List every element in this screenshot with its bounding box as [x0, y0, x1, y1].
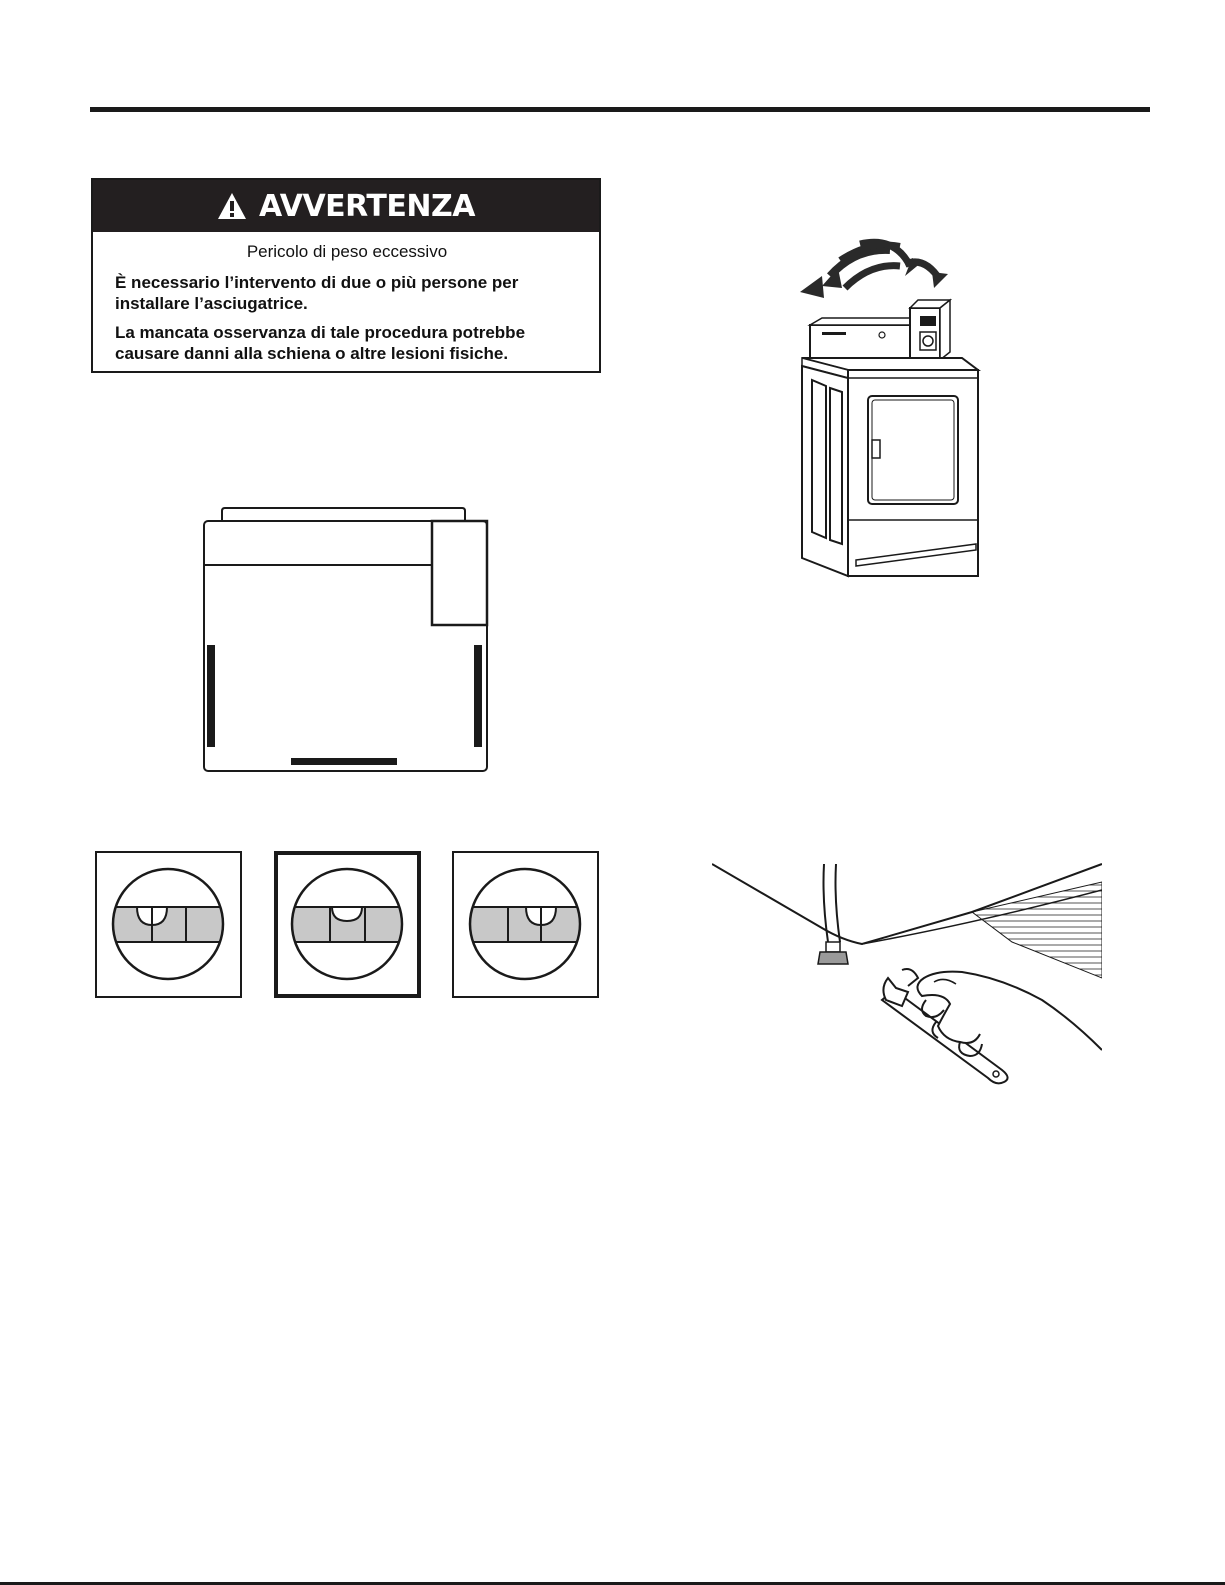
warning-title: AVVERTENZA [259, 188, 475, 224]
top-rule [90, 107, 1150, 112]
dryer-top-view-illustration [198, 505, 493, 777]
warning-line-2: La mancata osservanza di tale procedura potrebbe causare danni alla schiena o altre lesioni fisiche. [115, 323, 526, 363]
warning-line-1: È necessario l’intervento di due o più persone per installare l’asciugatrice. [115, 273, 519, 313]
leveling-foot-wrench-illustration [712, 860, 1102, 1090]
warning-triangle-icon [217, 192, 247, 220]
level-indicator-right [452, 851, 599, 998]
warning-header [93, 180, 599, 232]
warning-box [91, 178, 601, 373]
coin-dryer-rocking-illustration [800, 238, 990, 588]
warning-body [93, 232, 599, 364]
warning-subtitle: Pericolo di peso eccessivo [246, 242, 448, 261]
level-indicator-left [95, 851, 242, 998]
level-indicator-center [274, 851, 421, 998]
